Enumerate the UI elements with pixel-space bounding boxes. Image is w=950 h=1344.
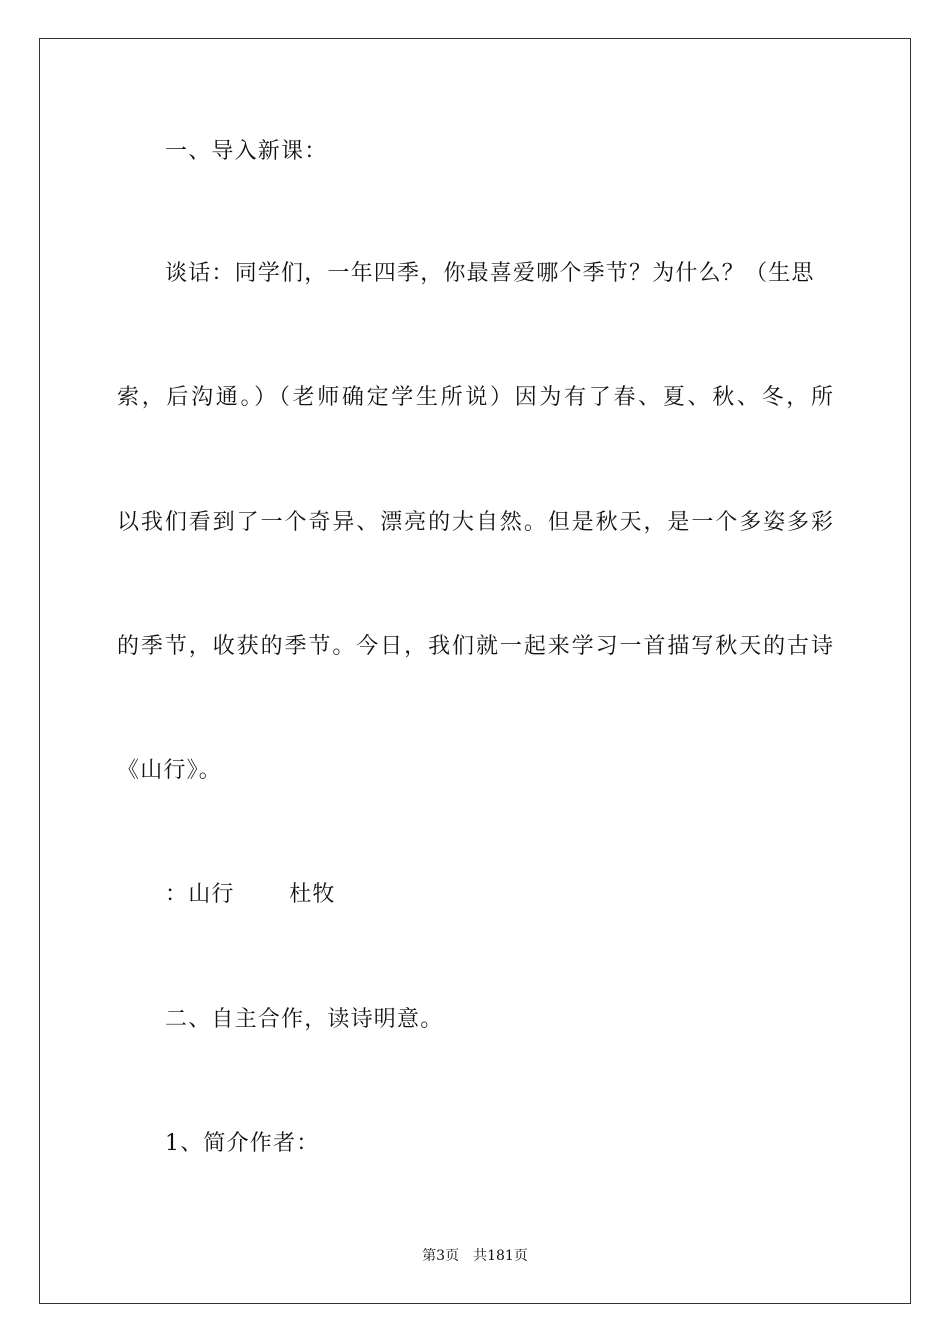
paragraph-line-2: 索，后沟通。）（老师确定学生所说）因为有了春、夏、秋、冬，所 — [117, 385, 833, 410]
poem-title-author: ：山行 杜牧 — [165, 882, 336, 907]
page-border — [39, 38, 911, 1304]
page-total: 共181页 — [473, 1248, 528, 1264]
paragraph-line-4: 的季节，收获的季节。今日，我们就一起来学习一首描写秋天的古诗 — [117, 634, 833, 659]
paragraph-line-3: 以我们看到了一个奇异、漂亮的大自然。但是秋天，是一个多姿多彩 — [117, 510, 833, 535]
page-number: 第3页 — [422, 1248, 460, 1264]
page-footer — [0, 1246, 950, 1266]
list-item-author-intro: 1、简介作者： — [165, 1131, 320, 1156]
paragraph-line-1: 谈话：同学们，一年四季，你最喜爱哪个季节？为什么？（生思 — [165, 261, 815, 286]
paragraph-line-5: 《山行》。 — [117, 758, 223, 783]
section-heading-reading: 二、自主合作，读诗明意。 — [165, 1007, 444, 1032]
section-heading-intro: 一、导入新课： — [165, 139, 328, 164]
